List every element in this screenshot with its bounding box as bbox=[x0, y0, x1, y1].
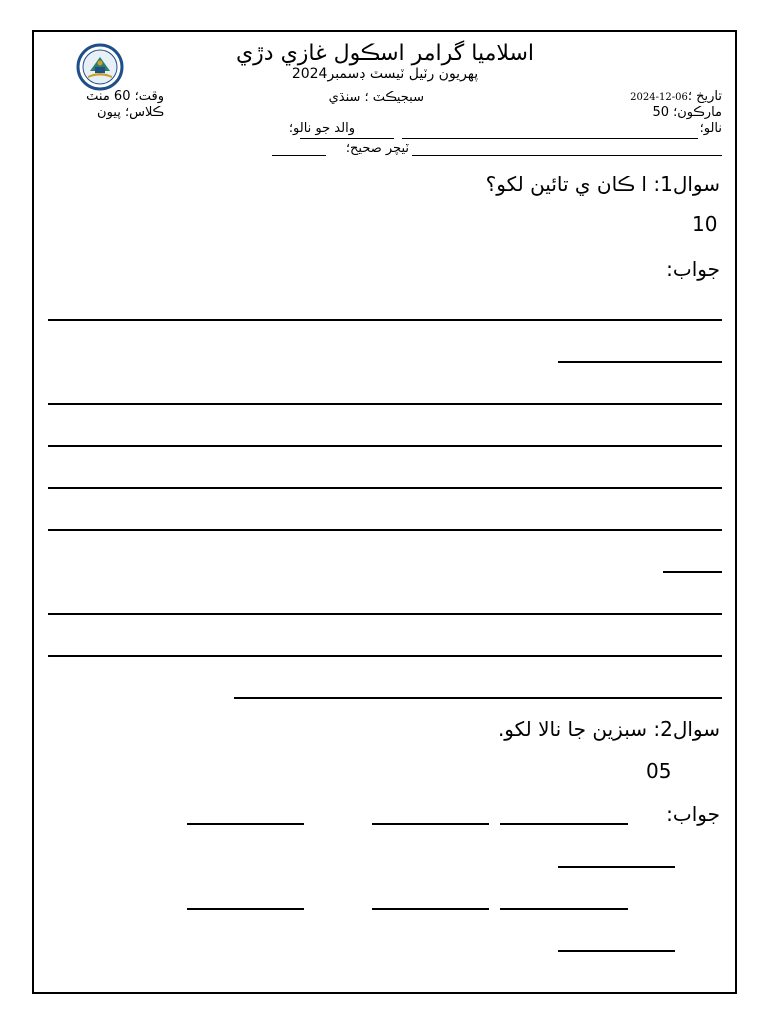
answer-blank[interactable] bbox=[187, 908, 304, 910]
answer-line[interactable] bbox=[48, 403, 722, 405]
date-value: 06-12-2024 bbox=[630, 92, 688, 103]
time-info: وقت؛ 60 منٽ bbox=[86, 89, 164, 104]
class-info: ڪلاس؛ پيون bbox=[97, 105, 164, 120]
date-line bbox=[630, 89, 722, 104]
question-1-marks: 10 bbox=[692, 212, 718, 236]
date-label: تاريخ ؛ bbox=[687, 89, 722, 104]
answer-blank[interactable] bbox=[372, 908, 489, 910]
marks-info: مارڪون؛ 50 bbox=[652, 105, 722, 120]
answer-line[interactable] bbox=[48, 613, 722, 615]
answer-line[interactable] bbox=[48, 529, 722, 531]
answer-line[interactable] bbox=[48, 487, 722, 489]
father-name-field-line[interactable] bbox=[300, 138, 394, 139]
subject-info: سبجيڪٽ ؛ سنڌي bbox=[328, 90, 424, 105]
answer-blank[interactable] bbox=[372, 823, 489, 825]
test-title: پهريون رٽيل ٽيسٽ ڊسمبر2024 bbox=[291, 66, 479, 82]
school-name: اسلاميا گرامر اسڪول غازي دڙي bbox=[235, 41, 535, 66]
answer-line[interactable] bbox=[48, 655, 722, 657]
name-field-line[interactable] bbox=[402, 138, 698, 139]
name-label: نالو؛ bbox=[699, 121, 722, 136]
answer-line[interactable] bbox=[663, 571, 722, 573]
school-logo bbox=[76, 43, 124, 91]
teacher-sign-label: ٽيچر صحيح؛ bbox=[345, 141, 409, 156]
teacher-sign-field-line[interactable] bbox=[272, 155, 326, 156]
answer-blank[interactable] bbox=[558, 866, 675, 868]
answer-line[interactable] bbox=[234, 697, 722, 699]
father-name-label: والد جو نالو؛ bbox=[288, 121, 355, 136]
question-1-title: سوال1: ا ڪان ي تائين لکو؟ bbox=[485, 172, 720, 196]
answer-blank[interactable] bbox=[187, 823, 304, 825]
answer-line[interactable] bbox=[48, 445, 722, 447]
question-2-title: سوال2: سبزين جا نالا لکو. bbox=[497, 717, 720, 741]
answer-blank[interactable] bbox=[558, 950, 675, 952]
question-1-answer-label: جواب: bbox=[666, 257, 720, 281]
answer-line[interactable] bbox=[48, 319, 722, 321]
answer-line[interactable] bbox=[558, 361, 722, 363]
question-2-answer-label: جواب: bbox=[666, 802, 720, 826]
answer-blank[interactable] bbox=[500, 908, 628, 910]
question-2-marks: 05 bbox=[646, 759, 672, 783]
answer-blank[interactable] bbox=[500, 823, 628, 825]
teacher-separator-line bbox=[412, 155, 722, 156]
